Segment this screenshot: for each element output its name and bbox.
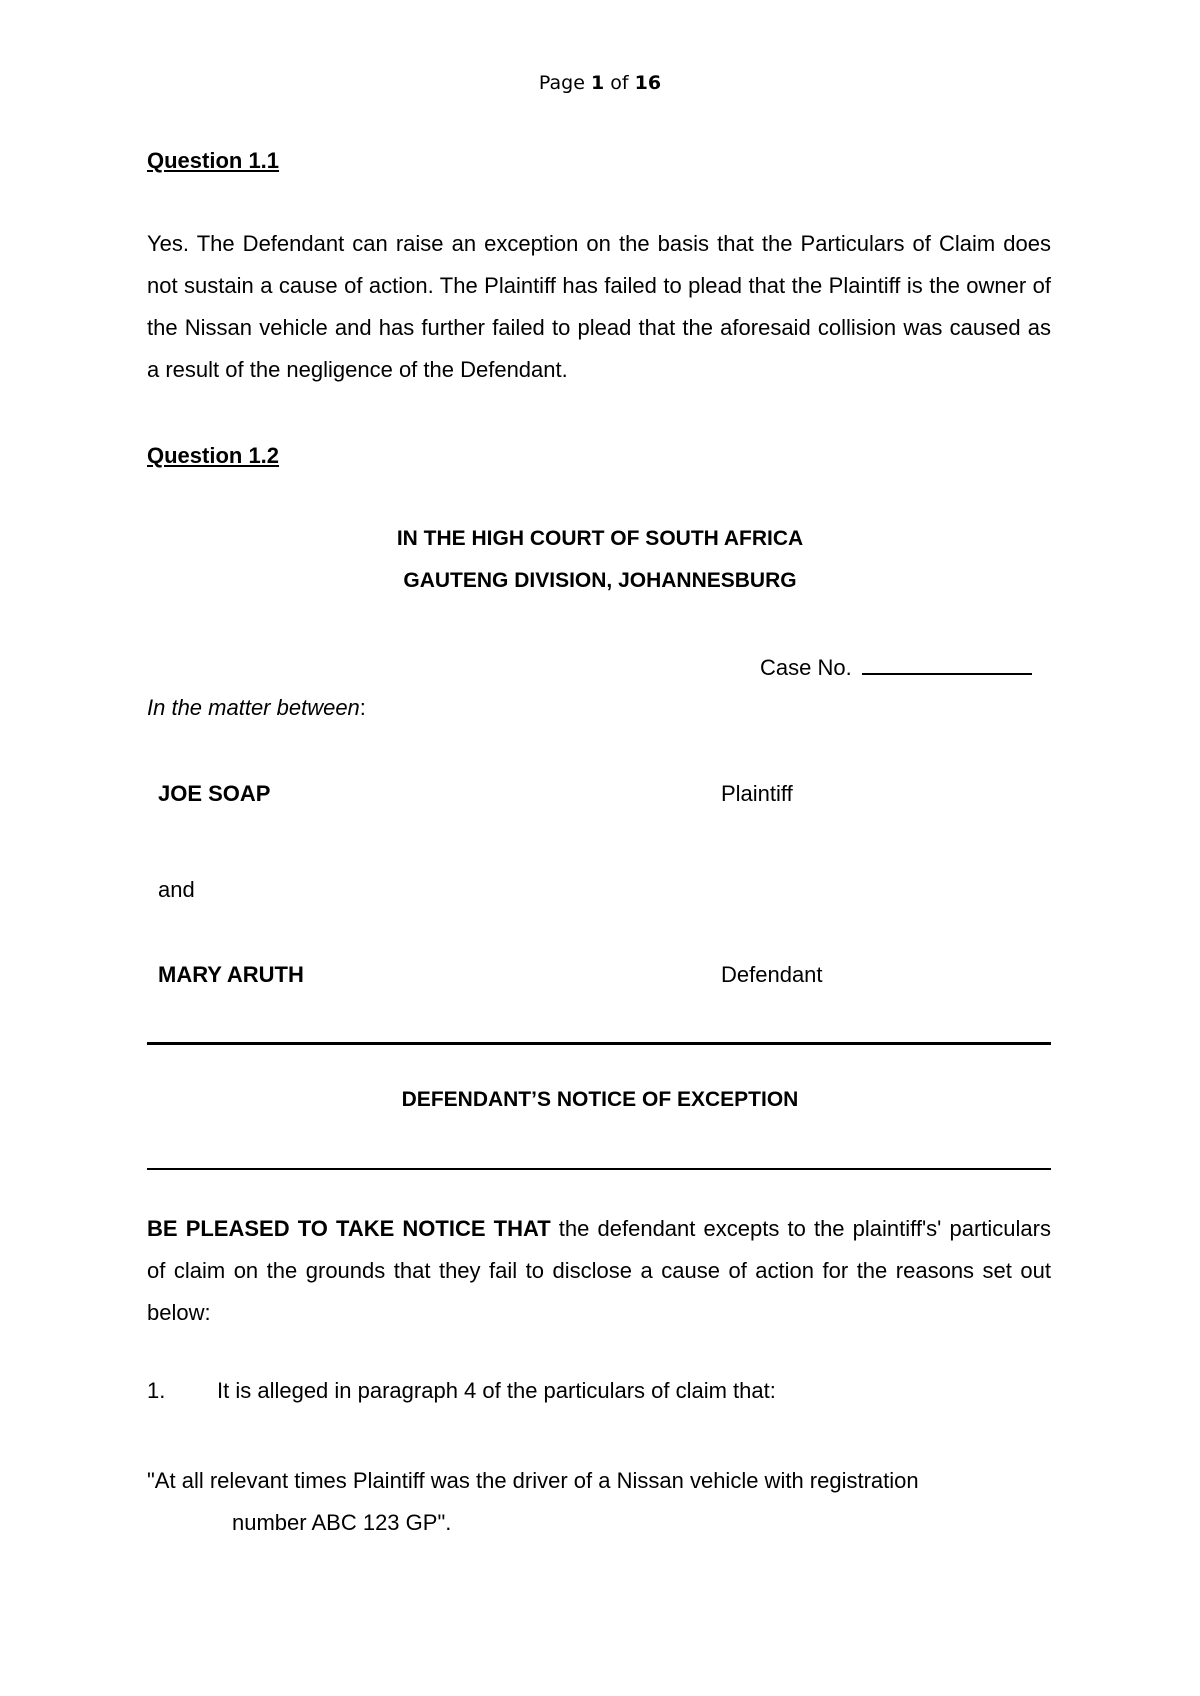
plaintiff-name: JOE SOAP	[158, 781, 271, 806]
notice-paragraph	[147, 1208, 1051, 1334]
case-number	[760, 653, 1032, 681]
case-no-label: Case No.	[760, 655, 852, 680]
case-no-blank	[862, 653, 1032, 675]
page-prefix: Page	[538, 72, 585, 94]
matter-between-colon: :	[359, 695, 366, 720]
notice-lead: BE PLEASED TO TAKE NOTICE THAT	[147, 1216, 551, 1241]
quote-line-2: number ABC 123 GP".	[232, 1510, 452, 1535]
matter-between-label: In the matter between	[147, 695, 360, 720]
plaintiff-role: Plaintiff	[721, 781, 793, 806]
court-line-1: IN THE HIGH COURT OF SOUTH AFRICA	[396, 527, 804, 550]
defendant-role: Defendant	[721, 962, 823, 987]
matter-between	[147, 695, 366, 721]
total-pages: 16	[634, 72, 662, 94]
quote-block	[147, 1460, 1051, 1544]
and-label: and	[158, 877, 195, 902]
item-1-text: It is alleged in paragraph 4 of the particulars of claim that:	[217, 1378, 776, 1403]
question-1-2-heading: Question 1.2	[147, 443, 280, 468]
divider-thin	[147, 1168, 1051, 1170]
question-1-1-answer: Yes. The Defendant can raise an exception on the basis that the Particulars of Claim does not sustain a cause of action. The Plaintiff has failed to plead that the Plaintiff is the owner of the Nissan vehicle and has further failed to plead that the aforesaid collision was caused as a result of the negligence of the Defendant.	[147, 231, 1051, 382]
quote-line-1: "At all relevant times Plaintiff was the driver of a Nissan vehicle with registration	[147, 1468, 919, 1493]
page-number-header	[0, 72, 1200, 94]
notice-body: the defendant excepts to the plaintiff's' particulars of claim on the grounds that they fail to disclose a cause of action for the reasons set out below:	[147, 1216, 1051, 1325]
item-1-number: 1.	[147, 1378, 166, 1403]
question-1-1-heading: Question 1.1	[147, 148, 280, 173]
current-page: 1	[590, 72, 605, 94]
divider-thick	[147, 1042, 1051, 1045]
of-label: of	[610, 72, 629, 94]
defendant-name: MARY ARUTH	[158, 962, 304, 987]
court-line-2: GAUTENG DIVISION, JOHANNESBURG	[403, 569, 797, 592]
notice-title: DEFENDANT’S NOTICE OF EXCEPTION	[401, 1088, 799, 1111]
